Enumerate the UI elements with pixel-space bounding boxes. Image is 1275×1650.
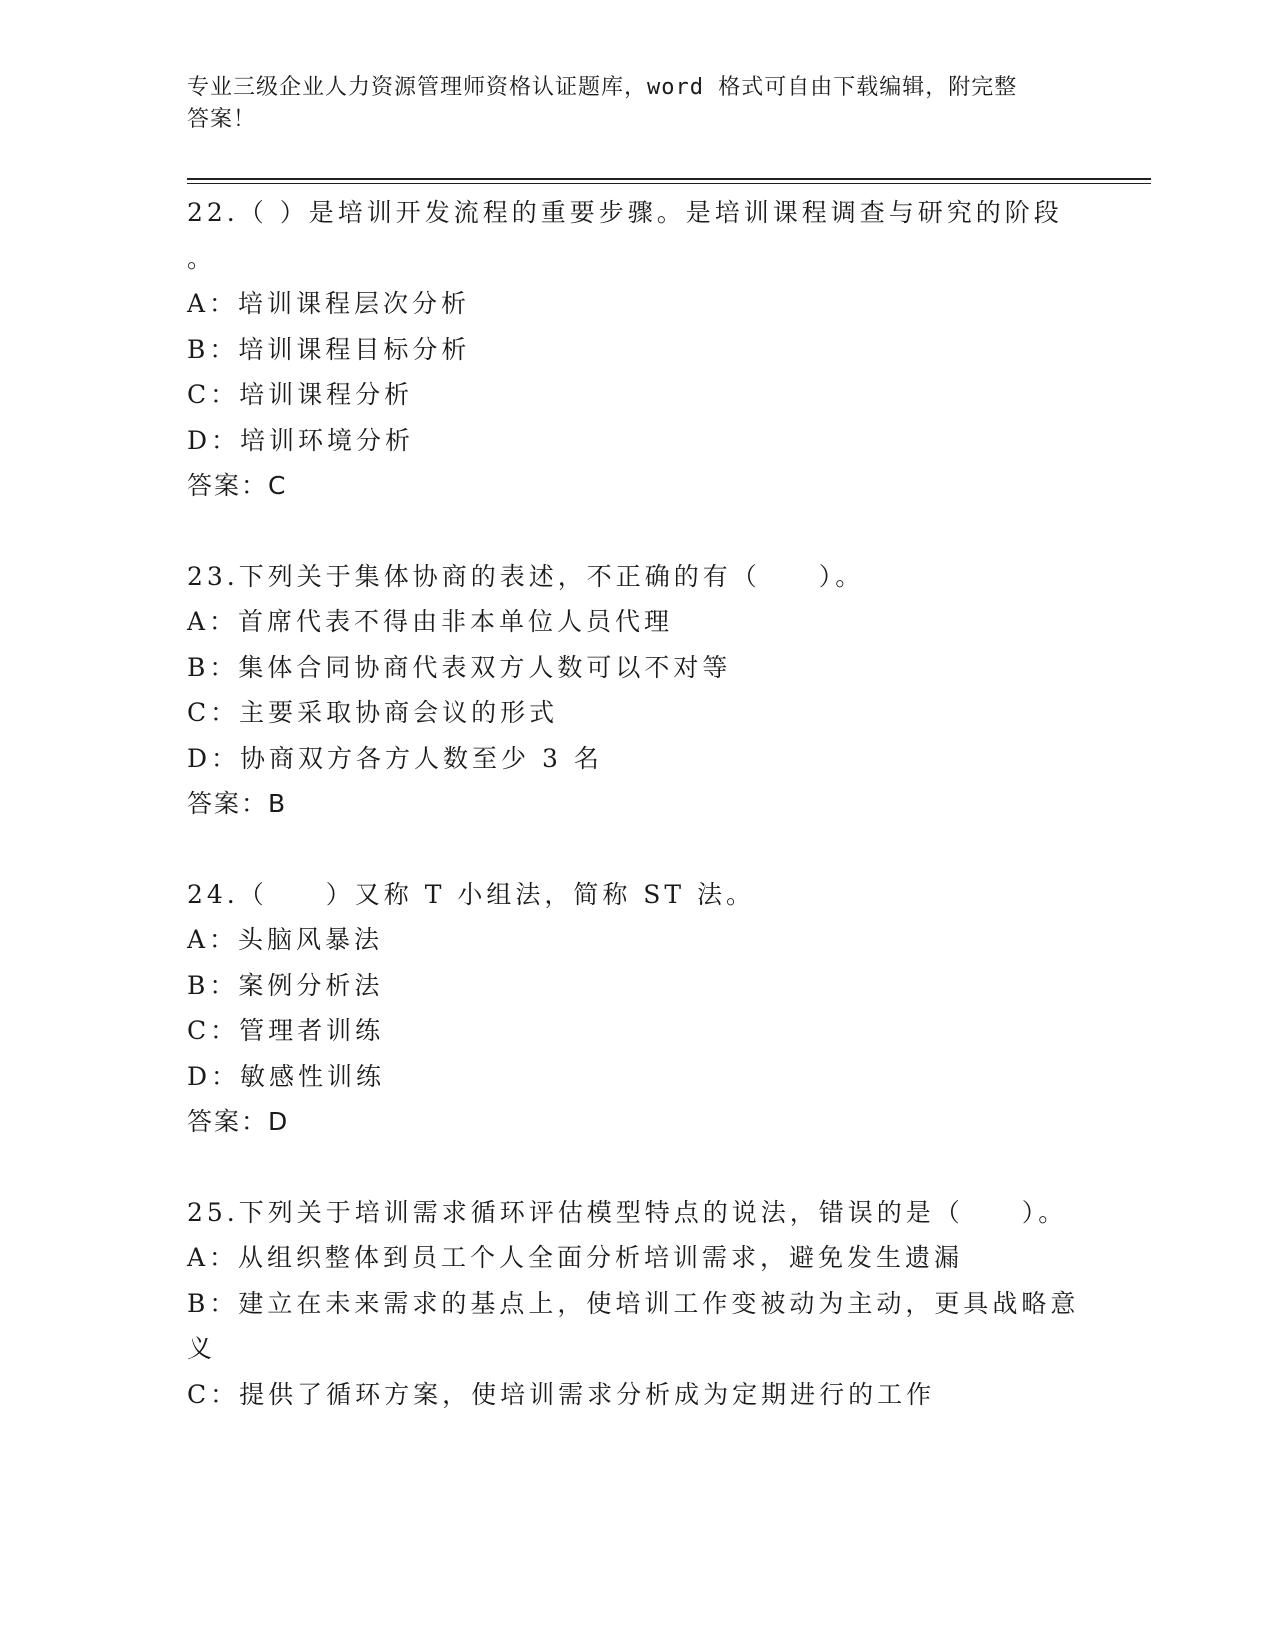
header-title-line-2: 答案！ bbox=[187, 107, 257, 132]
question-stem: 25.下列关于培训需求循环评估模型特点的说法，错误的是（ ）。 bbox=[187, 1197, 1068, 1227]
answer-option: 义 bbox=[187, 1334, 217, 1363]
header-rule-thin bbox=[187, 183, 1151, 184]
question-stem: 22.（ ）是培训开发流程的重要步骤。是培训课程调查与研究的阶段 bbox=[187, 198, 1063, 227]
answer-option: A：从组织整体到员工个人全面分析培训需求，避免发生遗漏 bbox=[187, 1243, 964, 1272]
answer-option: C：管理者训练 bbox=[187, 1016, 385, 1045]
question-list bbox=[187, 190, 1087, 1462]
document-header bbox=[187, 72, 1067, 136]
answer-option: D：培训环境分析 bbox=[187, 425, 415, 455]
answer-option: B：案例分析法 bbox=[187, 970, 384, 1000]
answer-key: 答案：C bbox=[187, 471, 288, 500]
answer-option: C：主要采取协商会议的形式 bbox=[187, 698, 559, 727]
answer-option: A：首席代表不得由非本单位人员代理 bbox=[187, 607, 674, 636]
answer-option: B：培训课程目标分析 bbox=[187, 334, 471, 364]
answer-option: A：头脑风暴法 bbox=[187, 925, 384, 954]
header-title-line-1: 专业三级企业人力资源管理师资格认证题库，word 格式可自由下载编辑，附完整 bbox=[187, 75, 1018, 100]
question-stem: 24.（ ）又称 T 小组法，简称 ST 法。 bbox=[187, 879, 756, 909]
question-block bbox=[187, 872, 1087, 1145]
question-block bbox=[187, 554, 1087, 827]
question-stem: 。 bbox=[187, 243, 217, 273]
header-rule-thick bbox=[187, 178, 1151, 180]
question-block bbox=[187, 1190, 1087, 1418]
answer-option: D：敏感性训练 bbox=[187, 1061, 386, 1091]
question-stem: 23.下列关于集体协商的表述，不正确的有（ ）。 bbox=[187, 561, 865, 591]
answer-option: C：提供了循环方案，使培训需求分析成为定期进行的工作 bbox=[187, 1379, 936, 1409]
question-block bbox=[187, 190, 1087, 509]
answer-option: D：协商双方各方人数至少 3 名 bbox=[187, 743, 603, 773]
answer-option: C：培训课程分析 bbox=[187, 380, 414, 409]
answer-option: B：集体合同协商代表双方人数可以不对等 bbox=[187, 652, 732, 682]
answer-key: 答案：D bbox=[187, 1107, 290, 1136]
answer-key: 答案：B bbox=[187, 789, 288, 818]
answer-option: A：培训课程层次分析 bbox=[187, 289, 471, 318]
answer-option: B：建立在未来需求的基点上，使培训工作变被动为主动，更具战略意 bbox=[187, 1288, 1080, 1318]
